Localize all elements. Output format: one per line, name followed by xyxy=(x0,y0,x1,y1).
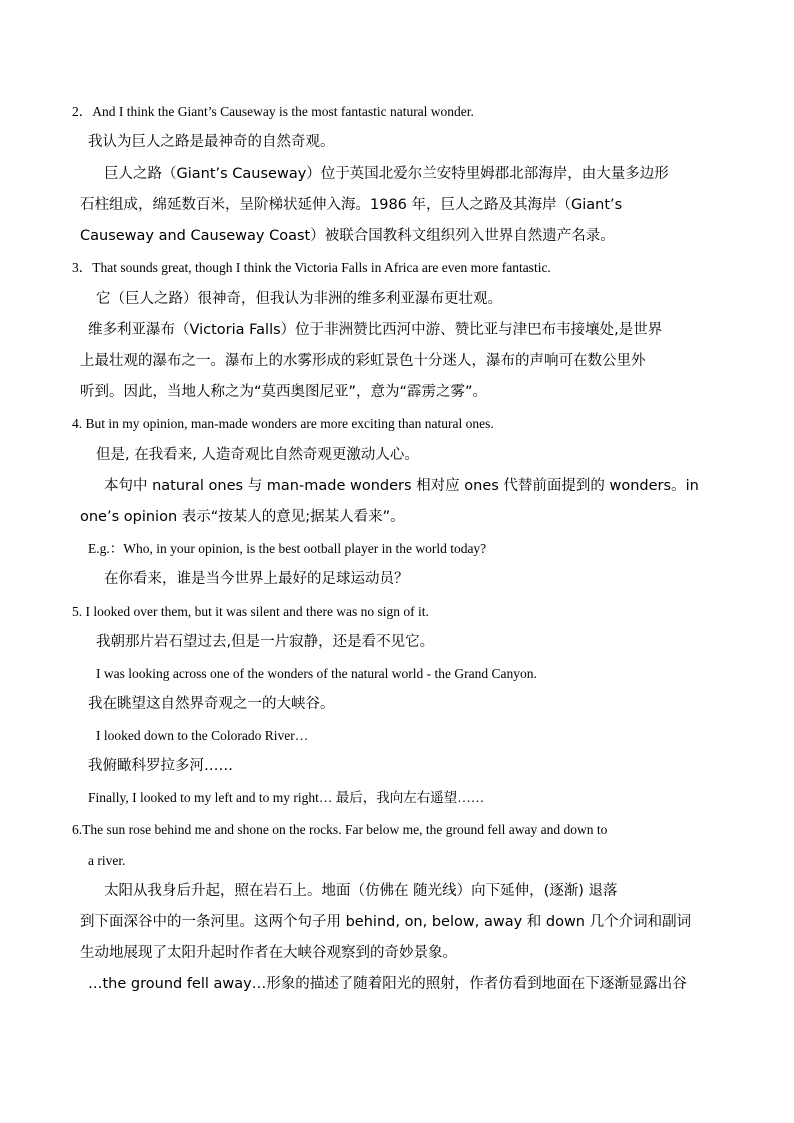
item-3-note-line-2: 上最壮观的瀑布之一。瀑布上的水雾形成的彩虹景色十分迷人，瀑布的声响可在数公里外 xyxy=(80,353,646,369)
item-5-example-2-translation: 我俯瞰科罗拉多河…… xyxy=(88,758,233,774)
item-6-note-line-3: 生动地展现了太阳升起时作者在大峡谷观察到的奇妙景象。 xyxy=(80,945,457,961)
item-3-note-line-3: 听到。因此，当地人称之为“莫西奥图尼亚”，意为“霹雳之雾”。 xyxy=(80,384,488,400)
item-5-example-2: I looked down to the Colorado River… xyxy=(96,728,309,743)
item-4-example: E.g.：Who, in your opinion, is the best ootball player in the world today? xyxy=(88,541,487,556)
item-4-note-line-2: one’s opinion 表示“按某人的意见;据某人看来”。 xyxy=(80,509,405,525)
item-6-english-line-2: a river. xyxy=(88,853,126,868)
item-3-note-line-1: 维多利亚瀑布（Victoria Falls）位于非洲赞比西河中游、赞比亚与津巴布韦接壤处,是世界 xyxy=(88,322,663,338)
item-4-example-translation: 在你看来，谁是当今世界上最好的足球运动员？ xyxy=(104,571,409,587)
item-6-note-line-4: …the ground fell away…形象的描述了随着阳光的照射，作者仿看到地面在下逐渐显露出谷 xyxy=(88,976,687,992)
item-2-note-line-3: Causeway and Causeway Coast）被联合国教科文组织列入世界自然遗产名录。 xyxy=(80,228,615,244)
item-3-english: 3．That sounds great, though I think the Victoria Falls in Africa are even more fantastic. xyxy=(72,260,551,275)
item-5-translation: 我朝那片岩石望过去,但是一片寂静，还是看不见它。 xyxy=(96,634,435,650)
item-3-translation: 它（巨人之路）很神奇，但我认为非洲的维多利亚瀑布更壮观。 xyxy=(96,291,502,307)
item-5-example-3: Finally, I looked to my left and to my right… 最后，我向左右遥望…… xyxy=(88,790,485,805)
item-5-example-1: I was looking across one of the wonders of the natural world - the Grand Canyon. xyxy=(96,666,537,681)
item-4-note-line-1: 本句中 natural ones 与 man-made wonders 相对应 ones 代替前面提到的 wonders。in xyxy=(104,478,699,494)
item-6-note-line-2: 到下面深谷中的一条河里。这两个句子用 behind, on, below, away 和 down 几个介词和副词 xyxy=(80,914,692,930)
item-5-example-1-translation: 我在眺望这自然界奇观之一的大峡谷。 xyxy=(88,696,335,712)
item-6-english-line-1: 6.The sun rose behind me and shone on the rocks. Far below me, the ground fell away and down to xyxy=(72,822,608,837)
item-4-translation: 但是, 在我看来, 人造奇观比自然奇观更激动人心。 xyxy=(96,447,419,463)
item-4-english: 4. But in my opinion, man-made wonders are more exciting than natural ones. xyxy=(72,416,494,431)
item-2-note-line-1: 巨人之路（Giant’s Causeway）位于英国北爱尔兰安特里姆郡北部海岸，由大量多边形 xyxy=(104,166,669,182)
item-2-note-line-2: 石柱组成，绵延数百米，呈阶梯状延伸入海。1986 年，巨人之路及其海岸（Giant’s xyxy=(80,197,623,213)
item-6-note-line-1: 太阳从我身后升起，照在岩石上。地面（仿佛在 随光线）向下延伸，(逐渐) 退落 xyxy=(104,883,618,899)
item-2-english: 2．And I think the Giant’s Causeway is the most fantastic natural wonder. xyxy=(72,104,474,119)
item-2-translation: 我认为巨人之路是最神奇的自然奇观。 xyxy=(88,134,335,150)
item-5-english: 5. I looked over them, but it was silent and there was no sign of it. xyxy=(72,604,429,619)
